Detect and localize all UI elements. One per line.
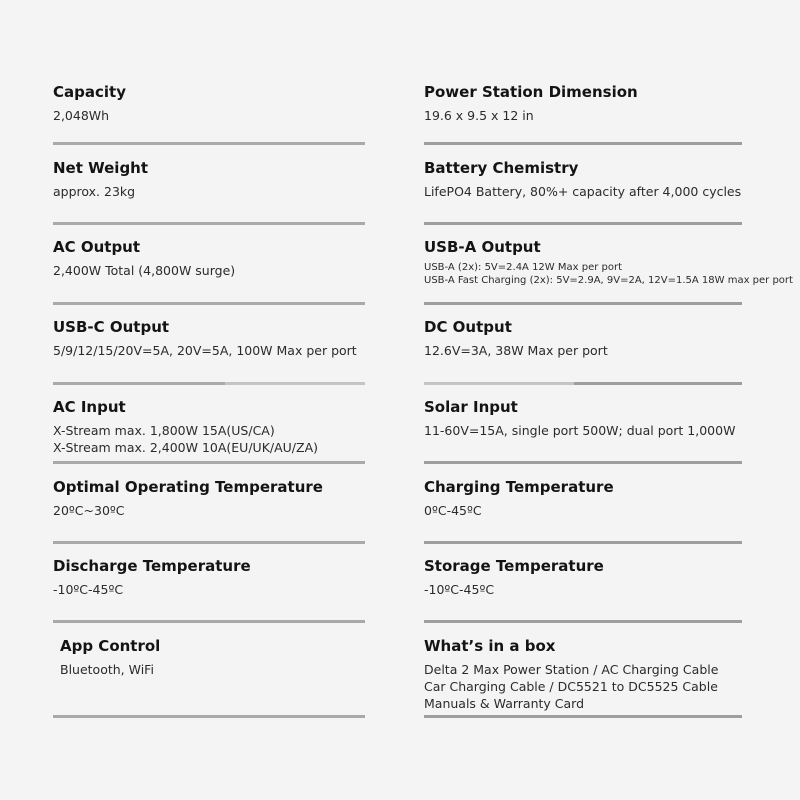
spec-value bbox=[53, 422, 373, 456]
divider bbox=[424, 461, 742, 464]
spec-title: USB-A Output bbox=[424, 238, 541, 256]
spec-title: DC Output bbox=[424, 318, 512, 336]
spec-value: 20ºC~30ºC bbox=[53, 503, 125, 518]
spec-title: Power Station Dimension bbox=[424, 83, 638, 101]
spec-title: Storage Temperature bbox=[424, 557, 604, 575]
spec-title: AC Output bbox=[53, 238, 141, 256]
spec-charging-temperature bbox=[424, 478, 744, 519]
spec-value: -10ºC-45ºC bbox=[53, 582, 124, 597]
divider bbox=[53, 302, 365, 305]
spec-power-station-dimension bbox=[424, 83, 744, 124]
spec-value: 19.6 x 9.5 x 12 in bbox=[424, 108, 534, 123]
spec-value: 2,400W Total (4,800W surge) bbox=[53, 263, 236, 278]
spec-title: Capacity bbox=[53, 83, 126, 101]
spec-value: 0ºC-45ºC bbox=[424, 503, 482, 518]
spec-title: App Control bbox=[60, 637, 161, 655]
spec-value: -10ºC-45ºC bbox=[424, 582, 495, 597]
spec-value: Bluetooth, WiFi bbox=[60, 662, 154, 677]
spec-value: 2,048Wh bbox=[53, 108, 110, 123]
spec-title: Solar Input bbox=[424, 398, 518, 416]
spec-value: LifePO4 Battery, 80%+ capacity after 4,000 cycles bbox=[424, 184, 742, 199]
divider bbox=[53, 142, 365, 145]
divider bbox=[53, 222, 365, 225]
spec-value bbox=[424, 261, 793, 287]
spec-value: 12.6V=3A, 38W Max per port bbox=[424, 343, 608, 358]
divider bbox=[424, 302, 742, 305]
divider bbox=[424, 620, 742, 623]
divider bbox=[53, 382, 225, 385]
divider bbox=[225, 382, 365, 385]
spec-ac-input bbox=[53, 398, 373, 456]
spec-usb-c-output bbox=[53, 318, 373, 359]
spec-title: Battery Chemistry bbox=[424, 159, 579, 177]
divider bbox=[424, 142, 742, 145]
spec-title: Net Weight bbox=[53, 159, 149, 177]
spec-ac-output bbox=[53, 238, 373, 279]
divider bbox=[53, 461, 365, 464]
spec-title: What’s in a box bbox=[424, 637, 556, 655]
spec-discharge-temperature bbox=[53, 557, 373, 598]
spec-dc-output bbox=[424, 318, 744, 359]
spec-capacity bbox=[53, 83, 373, 124]
spec-value: 11-60V=15A, single port 500W; dual port 1,000W bbox=[424, 423, 736, 438]
spec-value-line: Delta 2 Max Power Station / AC Charging Cable bbox=[424, 662, 719, 677]
divider bbox=[424, 541, 742, 544]
divider bbox=[424, 715, 742, 718]
spec-title: Discharge Temperature bbox=[53, 557, 251, 575]
spec-value-line: Manuals & Warranty Card bbox=[424, 696, 585, 711]
spec-value-line: X-Stream max. 1,800W 15A(US/CA) bbox=[53, 423, 275, 438]
divider bbox=[53, 620, 365, 623]
spec-app-control bbox=[60, 637, 380, 678]
spec-battery-chemistry bbox=[424, 159, 744, 200]
divider bbox=[574, 382, 742, 385]
spec-title: Charging Temperature bbox=[424, 478, 614, 496]
spec-value: approx. 23kg bbox=[53, 184, 136, 199]
spec-value-line: USB-A (2x): 5V=2.4A 12W Max per port bbox=[424, 262, 623, 273]
divider bbox=[424, 222, 742, 225]
spec-title: AC Input bbox=[53, 398, 126, 416]
spec-solar-input bbox=[424, 398, 744, 439]
spec-title: Optimal Operating Temperature bbox=[53, 478, 323, 496]
spec-value-line: Car Charging Cable / DC5521 to DC5525 Cable bbox=[424, 679, 718, 694]
spec-storage-temperature bbox=[424, 557, 744, 598]
spec-value-line: X-Stream max. 2,400W 10A(EU/UK/AU/ZA) bbox=[53, 440, 319, 455]
spec-title: USB-C Output bbox=[53, 318, 170, 336]
spec-net-weight bbox=[53, 159, 373, 200]
divider bbox=[53, 541, 365, 544]
spec-usb-a-output bbox=[424, 238, 793, 287]
spec-value-line: USB-A Fast Charging (2x): 5V=2.9A, 9V=2A, 12V=1.5A 18W max per port bbox=[424, 275, 793, 286]
divider bbox=[53, 715, 365, 718]
spec-whats-in-a-box bbox=[424, 637, 744, 712]
spec-value: 5/9/12/15/20V=5A, 20V=5A, 100W Max per port bbox=[53, 343, 357, 358]
spec-optimal-operating-temperature bbox=[53, 478, 373, 519]
divider bbox=[424, 382, 574, 385]
spec-value bbox=[424, 661, 744, 712]
